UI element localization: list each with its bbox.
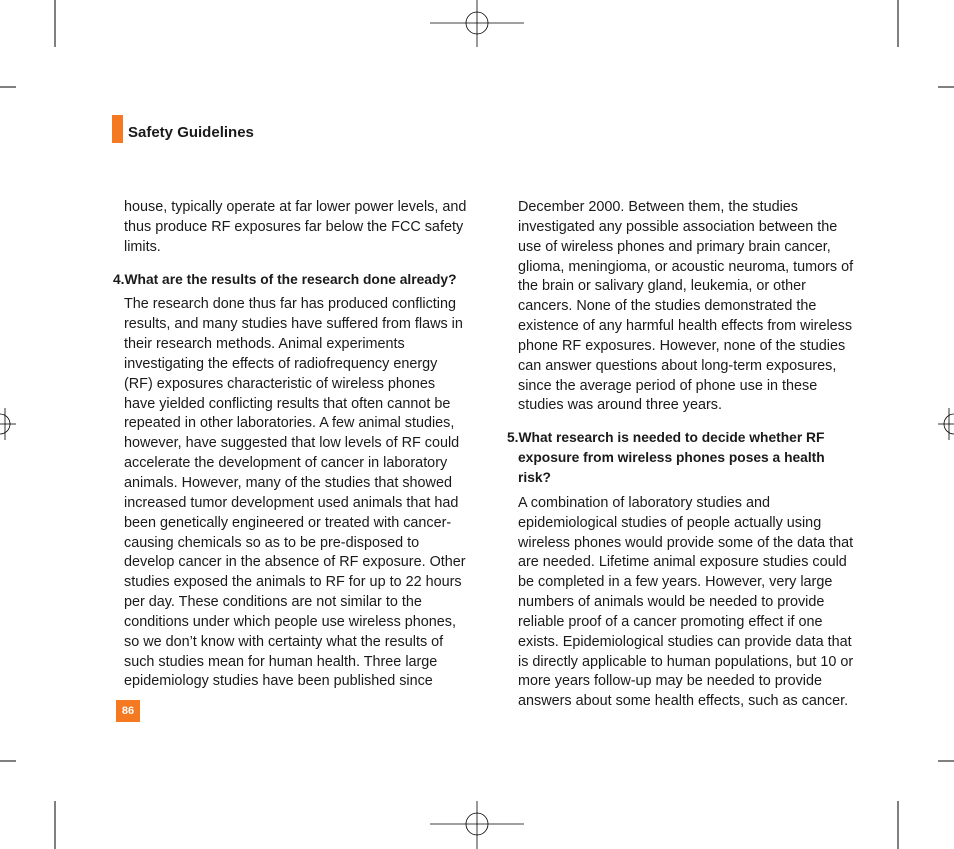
question-5-answer: A combination of laboratory studies and epidemiological studies of people actually using wireless phones would provide some of the data that are needed. Lifetime animal exposure studies could be completed in a few years. However, very large numbers of animals would be needed to provide reliable proof of a cancer promoting effect if one exists. Epidemiological studies can provide data that is directly applicable to human populations, but 10 or more years follow-up may be needed to provide answers about some health effects, such as cancer. xyxy=(518,494,854,710)
page-number-badge: 86 xyxy=(116,700,140,722)
right-column xyxy=(507,198,859,724)
question-4-heading: 4.What are the results of the research done already? xyxy=(113,271,457,287)
left-column xyxy=(113,198,468,704)
question-5-heading: 5.What research is needed to decide whether RF exposure from wireless phones poses a health risk? xyxy=(507,430,825,485)
question-4-answer-continued: December 2000. Between them, the studies investigated any possible association between the use of wireless phones and primary brain cancer, glioma, meningioma, or acoustic neuroma, tumors of the brain or salivary gland, leukemia, or other cancers. None of the studies demonstrated the existence of any harmful health effects from wireless phone RF exposures. However, none of the studies can answer questions about long-term exposures, since the average period of phone use in these studies was around three years. xyxy=(518,199,854,414)
paragraph-continued: house, typically operate at far lower power levels, and thus produce RF exposures far below the FCC safety limits. xyxy=(124,199,467,255)
question-4-answer: The research done thus far has produced conflicting results, and many studies have suffered from flaws in their research methods. Animal experiments investigating the effects of radiofrequency energy (RF) exposures characteristic of wireless phones have yielded conflicting results that often cannot be repeated in other laboratories. A few animal studies, however, have suggested that low levels of RF could accelerate the development of cancer in laboratory animals. However, many of the studies that showed increased tumor development used animals that had been genetically engineered or treated with cancer-causing chemicals so as to be pre-disposed to develop cancer in the absence of RF exposure. Other studies exposed the animals to RF for up to 22 hours per day. These conditions are not similar to the conditions under which people use wireless phones, so we don’t know with certainty what the results of such studies mean for human health. Three large epidemiology studies have been published since xyxy=(124,296,466,690)
section-title: Safety Guidelines xyxy=(128,124,254,141)
section-accent-bar xyxy=(112,115,123,143)
